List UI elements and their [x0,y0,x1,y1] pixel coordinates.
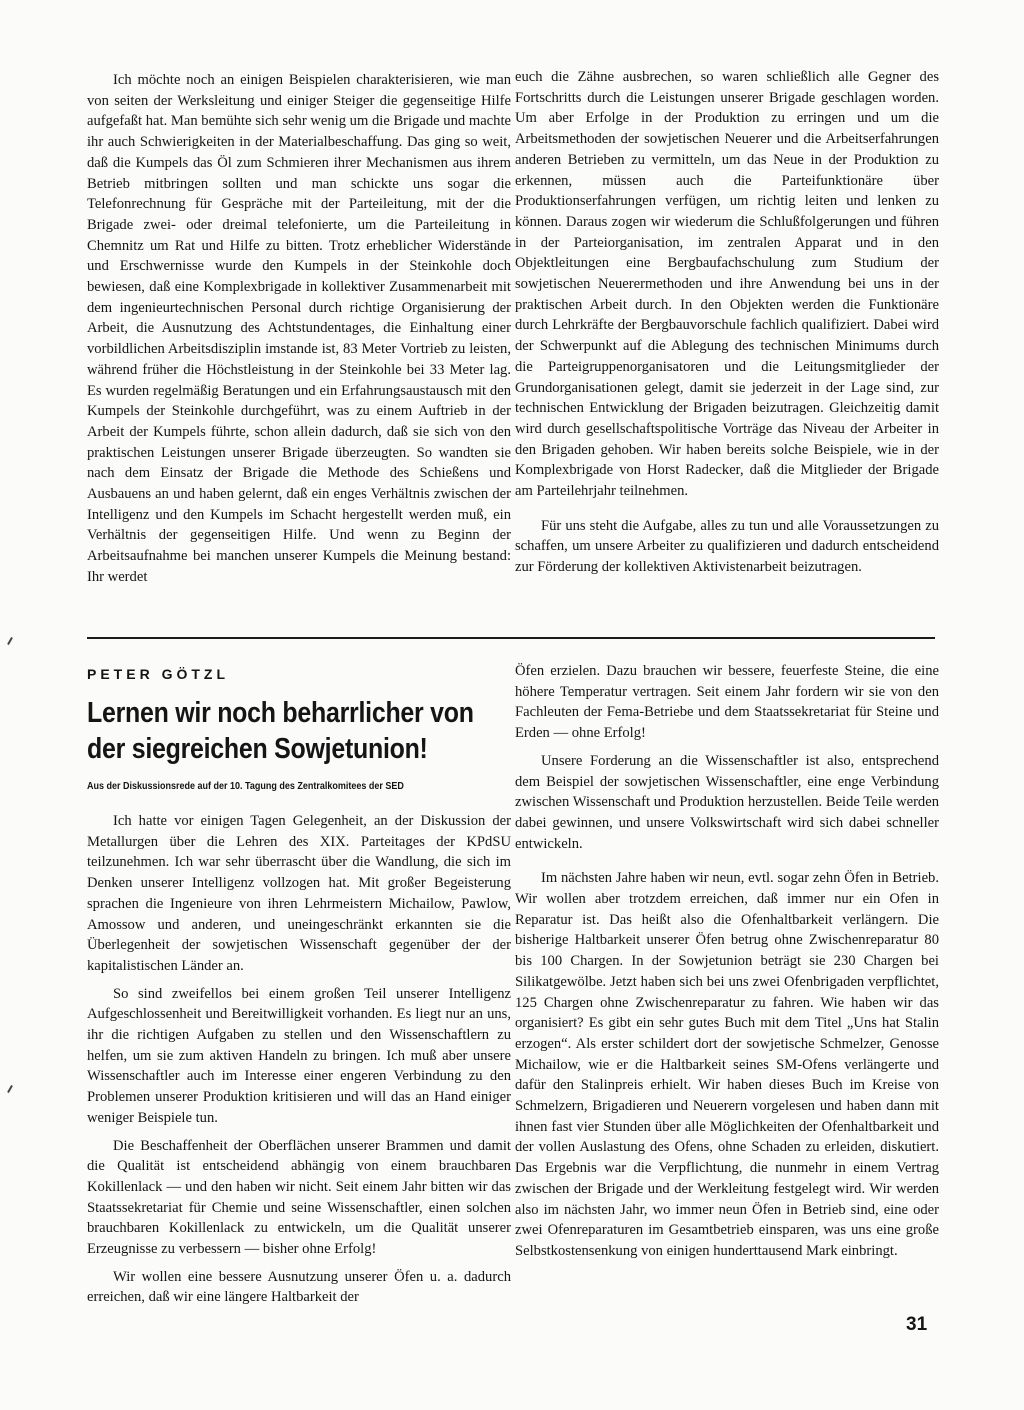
paragraph: Wir wollen eine bessere Ausnutzung unserer Öfen u. a. dadurch erreichen, daß wir eine längere Haltbarkeit der [87,1268,511,1306]
top-article-left-column [87,70,511,588]
page-number: 31 [906,1314,928,1335]
paragraph: Öfen erzielen. Dazu brauchen wir bessere, feuerfeste Steine, die eine höhere Temperatur vertragen. Seit einem Jahr fordern wir sie von den Fachleuten der Fema-Betriebe und dem Staatssekretariat für Steine und Erden — ohne Erfolg! [515,663,939,742]
paragraph: Unsere Forderung an die Wissenschaftler ist also, entsprechend dem Beispiel der sowjetischen Wissenschaftler, eine enge Verbindung zwischen Wissenschaft und Produktion herzustellen. Beide Teile werden dabei gewinnen, und unsere Volkswirtschaft wird sich dabei schneller entwickeln. [515,752,939,852]
bottom-article-left-column [87,811,511,1308]
paragraph: euch die Zähne ausbrechen, so waren schließlich alle Gegner des Fortschritts durch die Leistungen unserer Brigade geschlagen worden. Um aber Erfolge in der Produktion zu erringen und um die Arbeitsmethoden der sowjetischen Neuerer und die Arbeitserfahrungen anderen Betrieben zu vermitteln, um das Neue in der Produktion zu erkennen, müssen auch die Parteifunktionäre über Produktionserfahrungen verfügen, um richtig leiten und lenken zu können. Daraus zogen wir wiederum die Schlußfolgerungen und führen in der Parteiorganisation, im zentralen Apparat und in den Objektleitungen eine Bergbaufachschulung zum Studium der sowjetischen Neuerermethoden und ihre Anwendung bei uns in der praktischen Arbeit durch. In den Objekten werden die Funktionäre durch Lehrkräfte der Bergbauvorschule fachlich qualifiziert. Dabei wird der Schwerpunkt auf die Ablegung des technischen Minimums durch die Parteigruppenorganisatoren und die Leitungsmitglieder der Grundorganisationen gelegt, damit sie jederzeit in der Lage sind, zur technischen Entwicklung der Brigaden beizutragen. Gleichzeitig damit wird durch gesellschaftspolitische Vorträge das Niveau der Arbeiter in den Brigaden gehoben. Wir haben bereits solche Beispiele, wie in der Komplexbrigade von Horst Radecker, daß die Mitglieder der Brigade am Parteilehrjahr teilnehmen. [515,69,939,500]
section-divider [87,637,935,639]
article-subheadline: Aus der Diskussionsrede auf der 10. Tagung des Zentralkomitees der SED [87,781,404,792]
paragraph: So sind zweifellos bei einem großen Teil unserer Intelligenz Aufgeschlossenheit und Bereitwilligkeit vorhanden. Es liegt nur an uns, ihr die richtigen Aufgaben zu stellen und den Wissenschaftlern zu helfen, um sie zum aktiven Handeln zu bringen. Ich muß aber unsere Wissenschaftler auch im Interesse einer engeren Verbindung zu den Problemen unserer Produktion kritisieren und will das an Hand einiger weniger Beispiele tun. [87,985,511,1126]
paragraph: Für uns steht die Aufgabe, alles zu tun und alle Voraussetzungen zu schaffen, um unsere Arbeiter zu qualifizieren und dadurch entscheidend zur Förderung der kollektiven Aktivistenarbeit beizutragen. [515,517,939,576]
bottom-article-right-column [515,661,939,1262]
margin-mark [7,637,13,645]
margin-mark [7,1085,13,1093]
top-article-right-column [515,67,939,578]
paragraph: Ich möchte noch an einigen Beispielen charakterisieren, wie man von seiten der Werksleitung und einiger Steiger die gegenseitige Hilfe aufgefaßt hat. Man bemühte sich sehr wenig um die Brigade und machte ihr auch Schwierigkeiten in der Materialbeschaffung. Das ging so weit, daß die Kumpels das Öl zum Schmieren ihrer Mechanismen aus ihrem Betrieb mitbringen sollten und man schickte uns sogar die Telefonrechnung für Gespräche mit der Parteileitung, mit der die Brigade zwei- oder dreimal telefonierte, um die Parteileitung in Chemnitz um Rat und Hilfe zu bitten. Trotz erheblicher Widerstände und Erschwernisse wurde den Kumpels in der Steinkohle doch bewiesen, daß eine Komplexbrigade in kollektiver Zusammenarbeit mit dem ingenieurtechnischen Personal durch richtige Organisierung der Arbeit, die Ausnutzung des Achtstundentages, die Einhaltung einer vorbildlichen Arbeitsdisziplin imstande ist, 83 Meter Vortrieb zu leisten, während früher die Höchstleistung in der Steinkohle bei 33 Meter lag. Es wurden regelmäßig Beratungen und ein Erfahrungsaustausch mit den Kumpels der Steinkohle durchgeführt, was zu einem Auftrieb in der Arbeit der Kumpels führte, schon allein dadurch, daß sie sich von den praktischen Leistungen unserer Brigade überzeugten. So wandten sie nach dem Einsatz der Brigade die Methode des Schießens und Ausbauens an und haben gelernt, daß ein enges Verhältnis zwischen der Intelligenz und den Kumpels im Schacht hergestellt werden muß, ein Verhältnis der gegenseitigen Hilfe. Und wenn zu Beginn der Arbeitsaufnahme bei manchen unserer Kumpels die Meinung bestand: Ihr werdet [87,72,511,585]
paragraph: Die Beschaffenheit der Oberflächen unserer Brammen und damit die Qualität ist entscheidend abhängig von einem brauchbaren Kokillenlack — und den haben wir nicht. Seit einem Jahr bitten wir das Staatssekretariat für Chemie und seine Wissenschaftler, einen solchen brauchbaren Kokillenlack zu entwickeln, um die Qualität unserer Erzeugnisse zu verbessern — bisher ohne Erfolg! [87,1137,511,1258]
author-name: PETER GÖTZL [87,666,229,682]
article-headline [87,695,474,767]
headline-line-2: der siegreichen Sowjetunion! [87,733,428,765]
paragraph: Im nächsten Jahre haben wir neun, evtl. sogar zehn Öfen in Betrieb. Wir wollen aber trotzdem erreichen, daß immer nur ein Ofen in Reparatur ist. Das heißt also die Ofenhaltbarkeit verlängern. Die bisherige Haltbarkeit unserer Öfen betrug ohne Zwischenreparatur 80 bis 100 Chargen. In der Sowjetunion beträgt sie 230 Chargen bei Silikatgewölbe. Jetzt haben sich bei uns zwei Ofenbrigaden verpflichtet, 125 Chargen ohne Zwischenreparatur zu fahren. Wie haben wir das organisiert? Es gibt ein sehr gutes Buch mit dem Titel „Uns hat Stalin erzogen“. Als erster schildert dort der sowjetische Schmelzer, Genosse Michailow, wie er die Haltbarkeit seines SM-Ofens verlängerte und dafür den Stalinpreis erhielt. Wir haben dieses Buch im Kreise von Schmelzern, Brigadieren und Neuerern vorgelesen und haben dann mit ihnen fast vier Stunden über alle Möglichkeiten der Ofenhaltbarkeit und der vollen Auslastung des Ofens, ohne Schaden zu erleiden, diskutiert. Das Ergebnis war die Verpflichtung, die nunmehr in einem Vertrag zwischen der Brigade und der Werkleitung festgelegt wird. Wir werden also im nächsten Jahr, wo immer neun Öfen in Betrieb sind, eine oder zwei Ofenreparaturen im Gesamtbetrieb einsparen, was uns eine große Selbstkostensenkung von einigen hunderttausend Mark einbringt. [515,870,939,1259]
paragraph: Ich hatte vor einigen Tagen Gelegenheit, an der Diskussion der Metallurgen über die Lehren des XIX. Parteitages der KPdSU teilzunehmen. Ich war sehr überrascht über die Wandlung, die sich im Denken unserer Intelligenz vollzogen hat. Mit großer Begeisterung sprachen die Ingenieure von ihren Lehrmeistern Michailow, Pawlow, Amossow und anderen, und uneingeschränkt erkannten sie die Überlegenheit der sowjetischen Wissenschaft gegenüber der der kapitalistischen Länder an. [87,813,511,974]
headline-line-1: Lernen wir noch beharrlicher von [87,697,474,729]
